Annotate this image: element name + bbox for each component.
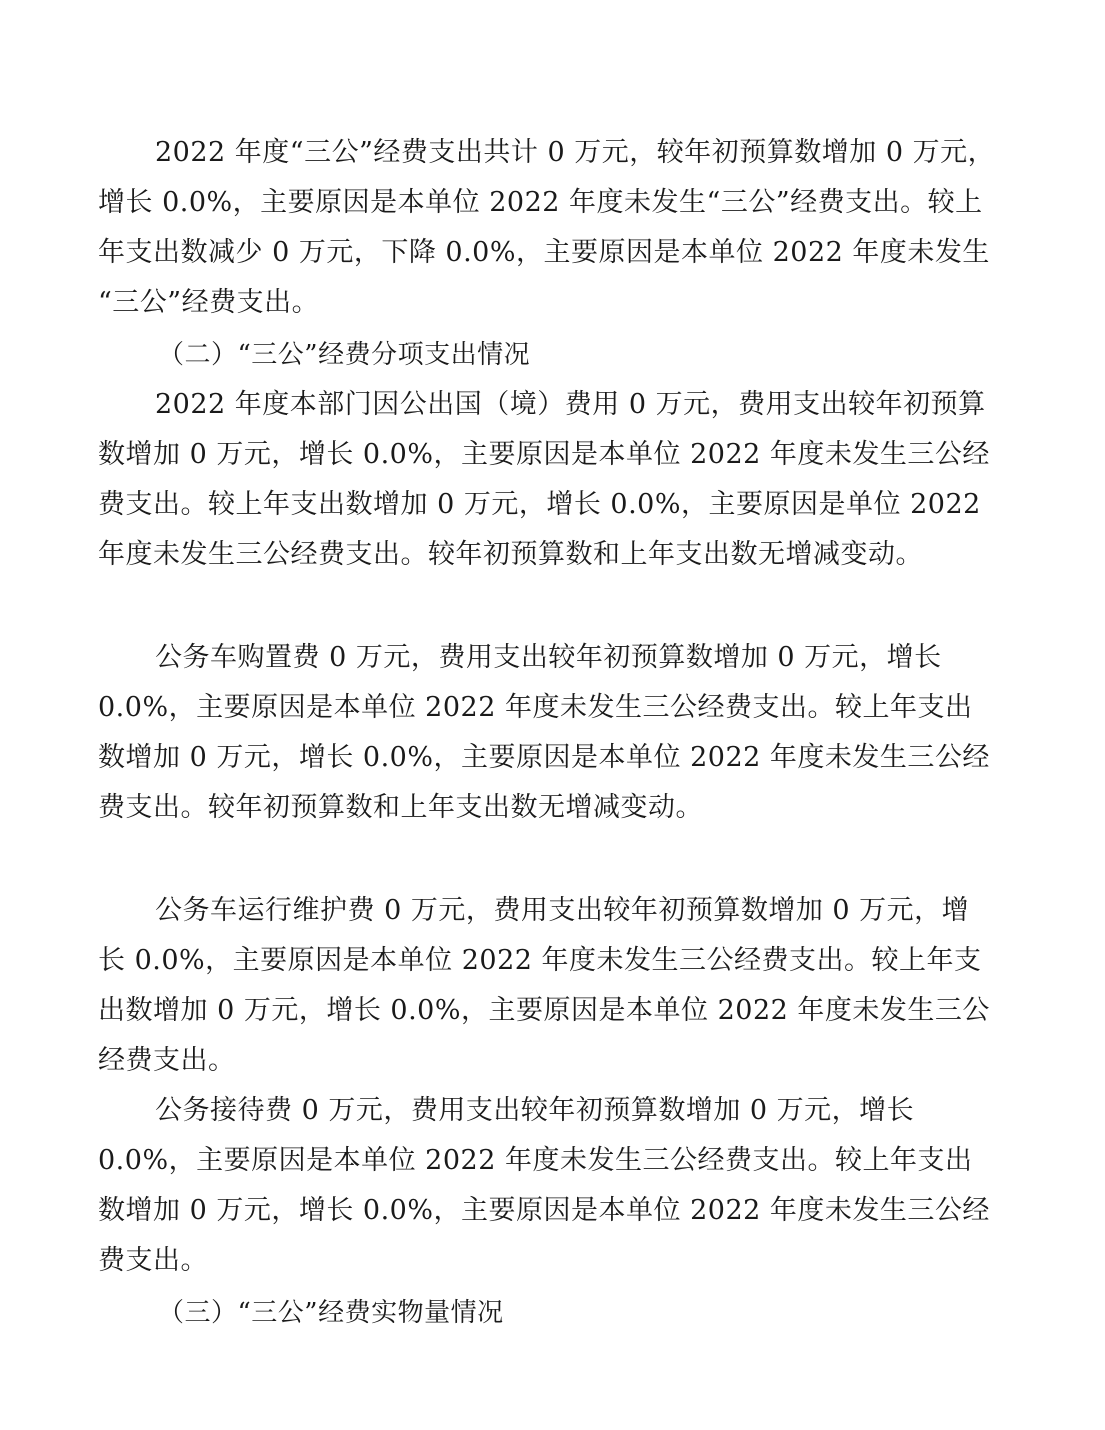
paragraph-1-line-1: 2022 年度“三公”经费支出共计 0 万元，较年初预算数增加 0 万元， [155,137,996,168]
paragraph-4-line-1: 公务车运行维护费 0 万元，费用支出较年初预算数增加 0 万元，增 [155,895,970,926]
paragraph-1-line-3: 年支出数减少 0 万元，下降 0.0%，主要原因是本单位 2022 年度未发生 [98,237,990,268]
paragraph-4-line-4: 经费支出。 [98,1045,236,1076]
section-heading-2: （二）“三公”经费分项支出情况 [158,340,531,370]
paragraph-5-line-4: 费支出。 [98,1245,208,1276]
paragraph-2-line-3: 费支出。较上年支出数增加 0 万元，增长 0.0%，主要原因是单位 2022 [98,489,981,520]
paragraph-2-line-4: 年度未发生三公经费支出。较年初预算数和上年支出数无增减变动。 [98,539,923,570]
paragraph-3-line-1: 公务车购置费 0 万元，费用支出较年初预算数增加 0 万元，增长 [155,642,942,673]
paragraph-2-line-2: 数增加 0 万元，增长 0.0%，主要原因是本单位 2022 年度未发生三公经 [98,439,990,470]
paragraph-3-line-3: 数增加 0 万元，增长 0.0%，主要原因是本单位 2022 年度未发生三公经 [98,742,990,773]
paragraph-5-line-3: 数增加 0 万元，增长 0.0%，主要原因是本单位 2022 年度未发生三公经 [98,1195,990,1226]
paragraph-5-line-2: 0.0%，主要原因是本单位 2022 年度未发生三公经费支出。较上年支出 [98,1145,973,1176]
paragraph-3-line-4: 费支出。较年初预算数和上年支出数无增减变动。 [98,792,703,823]
paragraph-2-line-1: 2022 年度本部门因公出国（境）费用 0 万元，费用支出较年初预算 [155,389,986,420]
section-heading-3: （三）“三公”经费实物量情况 [158,1298,504,1328]
paragraph-4-line-3: 出数增加 0 万元，增长 0.0%，主要原因是本单位 2022 年度未发生三公 [98,995,990,1026]
paragraph-4-line-2: 长 0.0%，主要原因是本单位 2022 年度未发生三公经费支出。较上年支 [98,945,982,976]
paragraph-5-line-1: 公务接待费 0 万元，费用支出较年初预算数增加 0 万元，增长 [155,1095,915,1126]
paragraph-3-line-2: 0.0%，主要原因是本单位 2022 年度未发生三公经费支出。较上年支出 [98,692,973,723]
paragraph-1-line-4: “三公”经费支出。 [98,287,320,318]
paragraph-1-line-2: 增长 0.0%，主要原因是本单位 2022 年度未发生“三公”经费支出。较上 [98,187,983,218]
